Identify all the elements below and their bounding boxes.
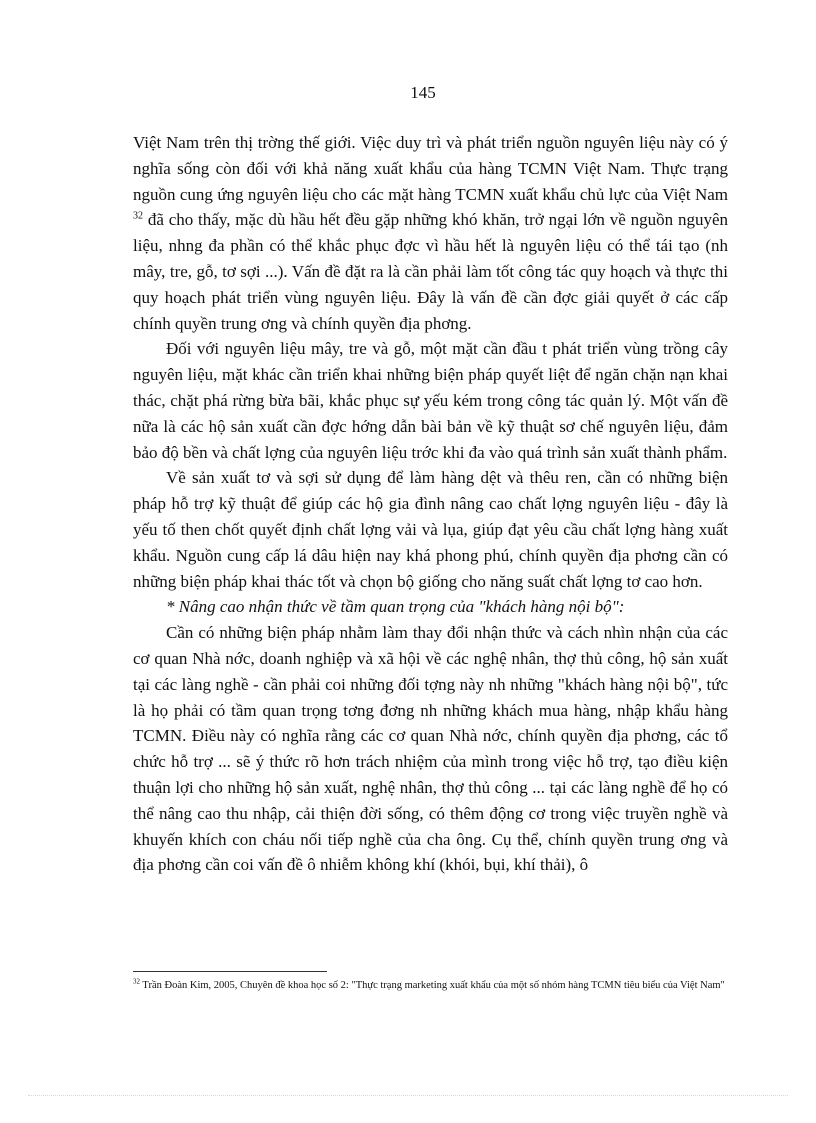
- page-number: 145: [410, 83, 436, 102]
- paragraph-2: Đối với nguyên liệu mây, tre và gỗ, một mặt cần đầu t phát triển vùng trồng cây nguyên liệu, mặt khác cần triển khai những biện pháp quyết liệt để ngăn chặn nạn khai thác, chặt phá rừng bừa bãi, khắc phục sự yếu kém trong công tác quản lý. Một vấn đề nữa là các hộ sản xuất cần đợc hớng dẫn bài bản về kỹ thuật sơ chế nguyên liệu, đảm bảo độ bền và chất lợng của nguyên liệu trớc khi đa vào quá trình sản xuất thành phẩm.: [133, 339, 728, 462]
- footnote-divider: [133, 971, 327, 972]
- paragraph-1-text: Việt Nam trên thị trờng thế giới. Việc duy trì và phát triển nguồn nguyên liệu này có ý nghĩa sống còn đối với khả năng xuất khẩu của hàng TCMN Việt Nam. Thực trạng nguồn cung ứng nguyên liệu cho các mặt hàng TCMN xuất khẩu chủ lực của Việt Nam: [133, 133, 728, 204]
- footnote-reference[interactable]: 32: [133, 210, 143, 222]
- footnote-number: 32: [133, 977, 140, 986]
- page-bottom-border: [28, 1095, 788, 1096]
- body-text: [133, 130, 728, 878]
- footnote-text: Trần Đoàn Kim, 2005, Chuyên đề khoa học số 2: "Thực trạng marketing xuất khẩu của một số nhóm hàng TCMN tiêu biểu của Việt Nam": [140, 980, 725, 991]
- section-heading: * Nâng cao nhận thức về tầm quan trọng của "khách hàng nội bộ":: [166, 597, 625, 617]
- paragraph-1-text-continued: đã cho thấy, mặc dù hầu hết đều gặp những khó khăn, trở ngại lớn về nguồn nguyên liệu, nhng đa phần có thể khắc phục đợc vì hầu hết là nguyên liệu có thể tái tạo (nh mây, tre, gỗ, tơ sợi ...). Vấn đề đặt ra là cần phải làm tốt công tác quy hoạch và thực thi quy hoạch phát triển vùng nguyên liệu. Đây là vấn đề cần đợc giải quyết ở các cấp chính quyền trung ơng và chính quyền địa phơng.: [133, 210, 728, 333]
- paragraph-3: Về sản xuất tơ và sợi sử dụng để làm hàng dệt và thêu ren, cần có những biện pháp hỗ trợ kỹ thuật để giúp các hộ gia đình nâng cao chất lợng nguyên liệu - đây là yếu tố then chốt quyết định chất lợng vải và lụa, giúp đạt yêu cầu chất lợng hàng xuất khẩu. Nguồn cung cấp lá dâu hiện nay khá phong phú, chính quyền địa phơng cần có những biện pháp khai thác tốt và chọn bộ giống cho năng suất chất lợng tơ cao hơn.: [133, 468, 728, 591]
- footnote: [133, 977, 733, 992]
- paragraph-4: Cần có những biện pháp nhằm làm thay đổi nhận thức và cách nhìn nhận của các cơ quan Nhà nớc, doanh nghiệp và xã hội về các nghệ nhân, thợ thủ công, hộ sản xuất tại các làng nghề - cần phải coi những đối tợng này nh những "khách hàng nội bộ", tức là họ phải có tầm quan trọng tơng đơng nh những khách mua hàng, nhập khẩu hàng TCMN. Điều này có nghĩa rằng các cơ quan Nhà nớc, chính quyền địa phơng, các tổ chức hỗ trợ ... sẽ ý thức rõ hơn trách nhiệm của mình trong việc hỗ trợ, tạo điều kiện thuận lợi cho những hộ sản xuất, nghệ nhân, thợ thủ công ... tại các làng nghề để họ có thể nâng cao thu nhập, cải thiện đời sống, có thêm động cơ trong việc truyền nghề và khuyến khích con cháu nối tiếp nghề của cha ông. Cụ thể, chính quyền trung ơng và địa phơng cần coi vấn đề ô nhiễm không khí (khói, bụi, khí thải), ô: [133, 623, 728, 875]
- paragraph-1: [133, 130, 728, 336]
